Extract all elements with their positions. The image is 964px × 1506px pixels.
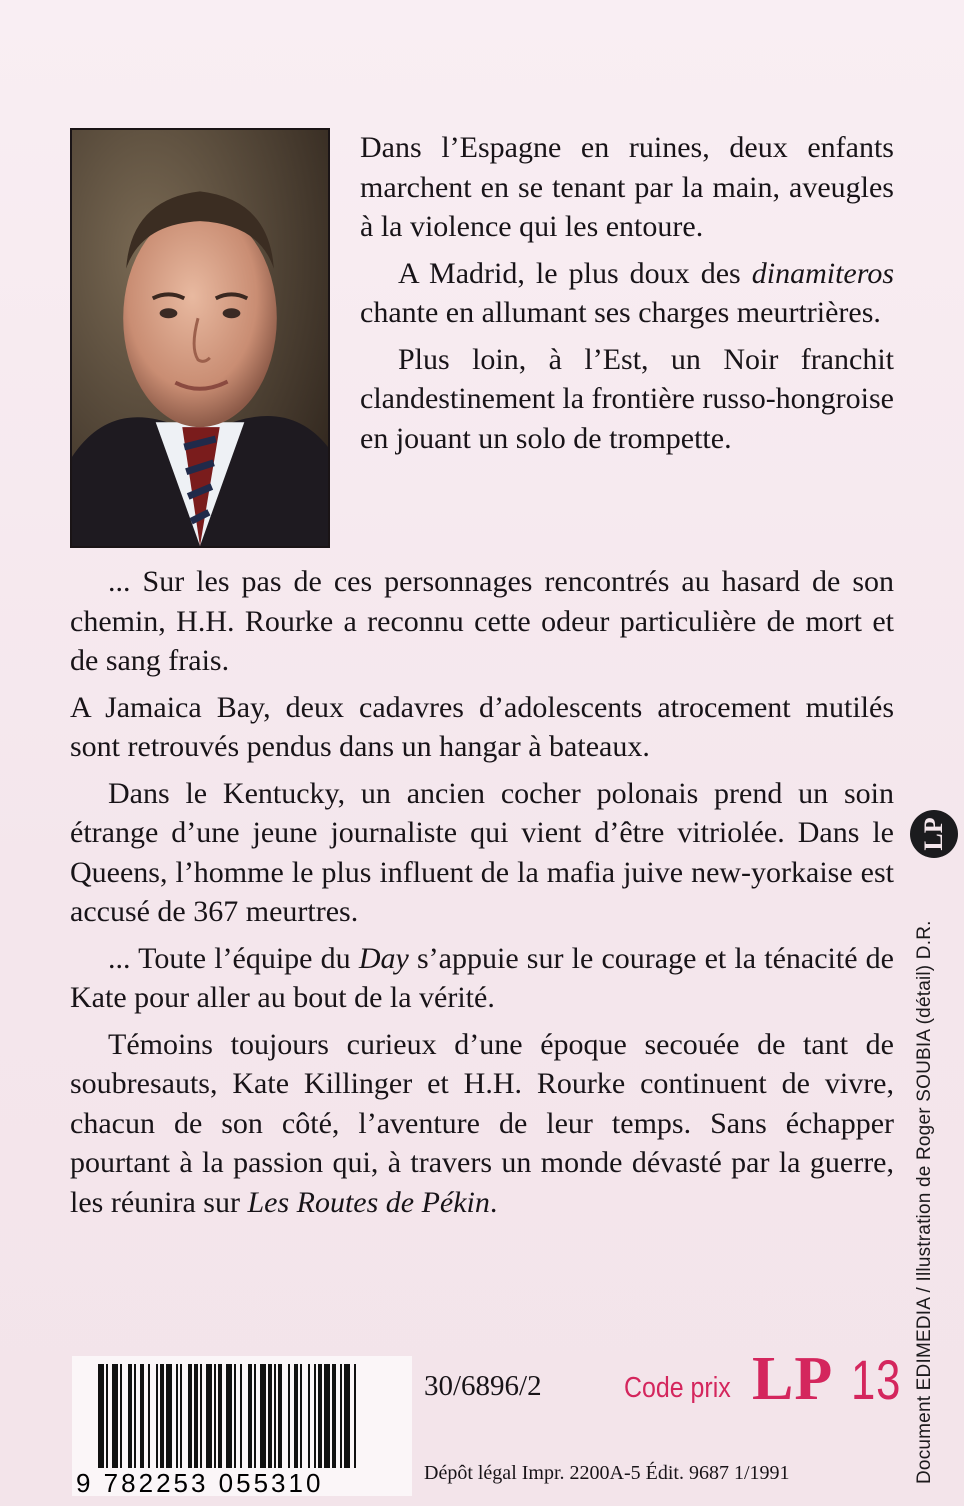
barcode-bar — [180, 1364, 182, 1468]
barcode-bar — [106, 1364, 108, 1468]
barcode-bar — [112, 1364, 118, 1468]
barcode-bar — [314, 1364, 316, 1468]
blurb-paragraph-4: ... Sur les pas de ces personnages rencontrés au hasard de son chemin, H.H. Rourke a reconnu cette odeur particulière de mort et de sang frais. — [70, 565, 894, 677]
barcode-bar — [200, 1364, 202, 1468]
barcode-bar — [206, 1364, 212, 1468]
blurb-paragraph-6: Dans le Kentucky, un ancien cocher polonais prend un soin étrange d’une jeune journaliste qui vient d’être vitriolée. Dans le Queens, l’homme le plus influent de la mafia juive new-yorkaise est accusé de 367 meurtres. — [70, 776, 894, 928]
blurb-paragraph-8 — [70, 1025, 894, 1223]
barcode-bar — [134, 1364, 136, 1468]
barcode-digits: 9 782253 055310 — [76, 1468, 324, 1496]
barcode-bar — [128, 1364, 132, 1468]
blurb-paragraph-8-end: . — [489, 1185, 498, 1219]
isbn-barcode — [72, 1356, 412, 1496]
blurb-paragraph-5: A Jamaica Bay, deux cadavres d’adolescents atrocement mutilés sont retrouvés pendus dans un hangar à bateaux. — [70, 690, 894, 763]
blurb-wide-column — [70, 562, 894, 1222]
legal-deposit: Dépôt légal Impr. 2200A-5 Édit. 9687 1/1991 — [424, 1462, 790, 1484]
barcode-bar — [308, 1364, 310, 1468]
blurb-paragraph-7-end: s’appuie sur le courage et la ténacité de Kate pour aller au bout de la vérité. — [70, 941, 894, 1014]
barcode-bar — [248, 1364, 252, 1468]
barcode-bar — [176, 1364, 178, 1468]
barcode-bar — [254, 1364, 256, 1468]
blurb-paragraph-2-start: A Madrid, le plus doux des — [398, 256, 752, 290]
price-series: LP — [752, 1345, 834, 1413]
illustration-credit: Document EDIMEDIA / Illustration de Roger SOUBIA (détail) D.R. — [914, 920, 935, 1484]
barcode-bars-icon — [72, 1356, 412, 1496]
barcode-bar — [344, 1364, 350, 1468]
publisher-logo-icon: LP — [910, 810, 958, 858]
blurb-paragraph-7 — [70, 939, 894, 1018]
price-code — [752, 1344, 916, 1415]
barcode-bar — [318, 1364, 322, 1468]
barcode-bar — [278, 1364, 282, 1468]
barcode-bar — [340, 1364, 342, 1468]
barcode-bar — [234, 1364, 236, 1468]
barcode-bar — [274, 1364, 276, 1468]
blurb-paragraph-2-end: chante en allumant ses charges meurtrières. — [360, 296, 881, 329]
blurb-paragraph-7-start: ... Toute l’équipe du — [108, 941, 359, 975]
barcode-bar — [240, 1364, 242, 1468]
blurb-paragraph-7-italic: Day — [358, 941, 409, 975]
barcode-bar — [294, 1364, 298, 1468]
author-portrait — [70, 128, 330, 548]
barcode-bar — [288, 1364, 290, 1468]
barcode-bar — [354, 1364, 356, 1468]
barcode-bar — [324, 1364, 330, 1468]
blurb-paragraph-2-italic: dinamiteros — [751, 256, 894, 290]
barcode-bar — [120, 1364, 122, 1468]
barcode-bar — [300, 1364, 302, 1468]
author-photo-icon — [72, 130, 328, 546]
blurb-paragraph-2 — [360, 254, 894, 333]
barcode-bar — [218, 1364, 222, 1468]
blurb-paragraph-8-text: Témoins toujours curieux d’une époque secouée de tant de soubresauts, Kate Killinger et H.H. Rourke continuent de vivre, chacun de son côté, l’aventure de leur temps. Sans échapper pourtant à la passion qui, à travers un monde dévasté par la guerre, les réunira sur — [70, 1027, 894, 1219]
barcode-bar — [166, 1364, 172, 1468]
barcode-bar — [98, 1364, 104, 1468]
book-title-italic: Les Routes de Pékin — [247, 1185, 490, 1219]
price-code-label: Code prix — [624, 1372, 731, 1404]
catalog-reference: 30/6896/2 — [424, 1370, 542, 1402]
barcode-bar — [260, 1364, 266, 1468]
blurb-paragraph-1: Dans l’Espagne en ruines, deux enfants marchent en se tenant par la main, aveugles à la violence qui les entoure. — [360, 131, 894, 243]
barcode-bar — [214, 1364, 216, 1468]
barcode-bar — [188, 1364, 192, 1468]
barcode-bar — [268, 1364, 272, 1468]
blurb-paragraph-3: Plus loin, à l’Est, un Noir franchit clandestinement la frontière russo-hongroise en jouant un solo de trompette. — [360, 342, 894, 455]
barcode-bar — [148, 1364, 150, 1468]
price-number: 13 — [851, 1348, 902, 1411]
barcode-bar — [140, 1364, 144, 1468]
blurb-narrow-column — [360, 128, 894, 458]
barcode-bar — [160, 1364, 164, 1468]
barcode-bar — [226, 1364, 232, 1468]
barcode-bar — [194, 1364, 198, 1468]
barcode-bar — [332, 1364, 336, 1468]
barcode-bar — [156, 1364, 158, 1468]
